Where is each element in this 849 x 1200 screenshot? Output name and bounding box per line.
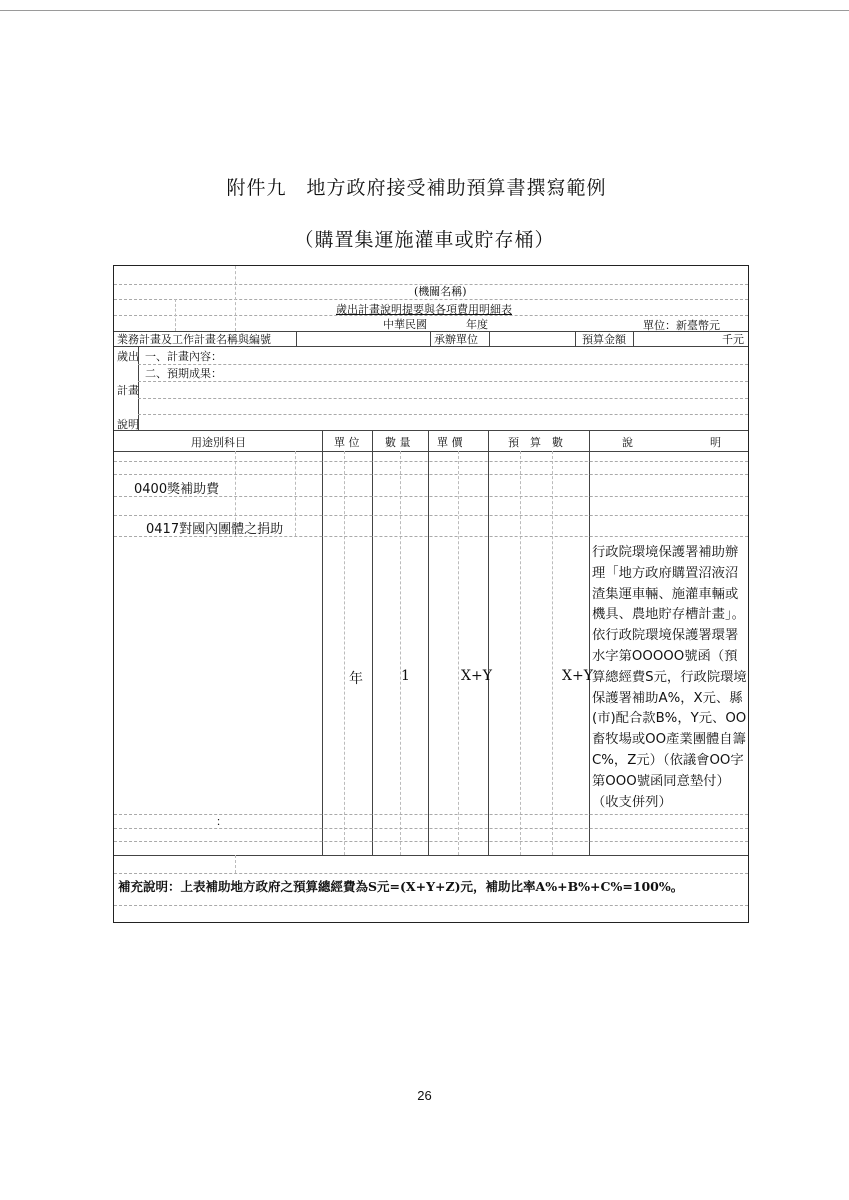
- header-unit: 單 位: [334, 436, 360, 449]
- row-unit-price: X+Y: [461, 668, 492, 684]
- header-desc-a: 說: [622, 436, 633, 449]
- subject-0400: 0400獎補助費: [134, 482, 220, 497]
- grid-line: [114, 515, 748, 516]
- grid-line: [520, 451, 521, 855]
- plan-content-label: 一、計畫內容：: [145, 350, 222, 363]
- page-subtitle: （購置集運施灌車或貯存桶）: [294, 229, 555, 251]
- roc-label: 中華民國: [383, 318, 427, 331]
- grid-line: [114, 299, 748, 300]
- header-quantity: 數 量: [385, 436, 411, 449]
- grid-line: [114, 905, 748, 906]
- grid-line: [372, 430, 373, 855]
- grid-line: [589, 430, 590, 855]
- grid-line: [175, 299, 176, 331]
- organizer-label: 承辦單位: [434, 333, 478, 346]
- budget-amount-label: 預算金額: [582, 333, 626, 346]
- plan-col-char: 說明: [117, 418, 139, 431]
- grid-line: [296, 331, 297, 346]
- row-description: 行政院環境保護署補助辦理「地方政府購置沼液沼渣集運車輛、施灌車輛或機具、農地貯存槽計畫」。依行政院環境保護署環署水字第OOOOO號函（預算總經費S元，行政院環境保護署補助A%，X元、縣(市)配合款B%，Y元、OO畜牧場或OO產業團體自籌C%，Z元）（依議會OO字第OOO號函同意墊付）（收支併列）: [592, 545, 747, 810]
- grid-line: [322, 430, 323, 855]
- grid-line: [575, 331, 576, 346]
- grid-line: [458, 451, 459, 855]
- grid-line: [114, 474, 748, 475]
- grid-line: [114, 461, 748, 462]
- grid-line: [114, 430, 748, 431]
- colon-mark: ：: [216, 815, 227, 828]
- grid-line: [235, 266, 236, 331]
- grid-line: [114, 814, 748, 815]
- plan-result-label: 二、預期成果：: [145, 367, 222, 380]
- thousand-unit: 千元: [722, 333, 744, 346]
- grid-line: [138, 414, 748, 415]
- grid-line: [138, 398, 748, 399]
- grid-line: [344, 451, 345, 855]
- grid-line: [114, 873, 748, 874]
- supplementary-note: 補充說明：上表補助地方政府之預算總經費為S元=(X+Y+Z)元，補助比率A%+B%+C%=100%。: [118, 879, 684, 894]
- currency-unit: 單位：新臺幣元: [643, 319, 720, 332]
- plan-name-label: 業務計畫及工作計畫名稱與編號: [117, 333, 271, 346]
- subject-0417: 0417對國內團體之捐助: [146, 522, 284, 537]
- plan-col-char: 計畫: [117, 384, 139, 397]
- grid-line: [428, 430, 429, 855]
- header-budget: 預 算 數: [508, 436, 563, 449]
- row-unit: 年: [349, 671, 363, 687]
- grid-line: [138, 381, 748, 382]
- plan-col-char: 歲出: [117, 350, 139, 363]
- row-budget: X+Y: [562, 668, 593, 684]
- header-subject: 用途別科目: [191, 436, 246, 449]
- grid-line: [114, 828, 748, 829]
- header-price: 單 價: [437, 436, 463, 449]
- grid-line: [552, 451, 553, 855]
- grid-line: [114, 451, 748, 452]
- scan-top-border: [0, 10, 849, 11]
- grid-line: [114, 346, 748, 347]
- grid-line: [489, 331, 490, 346]
- grid-line: [114, 284, 748, 285]
- agency-name: (機關名稱): [414, 285, 467, 298]
- grid-line: [430, 331, 431, 346]
- form-name: 歲出計畫說明提要與各項費用明細表: [336, 303, 512, 316]
- grid-line: [114, 841, 748, 842]
- page-number: 26: [417, 1088, 432, 1103]
- grid-line: [295, 451, 296, 536]
- grid-line: [488, 430, 489, 855]
- grid-line: [138, 364, 748, 365]
- header-desc-b: 明: [710, 436, 721, 449]
- grid-line: [114, 315, 748, 316]
- page-title: 附件九 地方政府接受補助預算書撰寫範例: [226, 177, 607, 199]
- grid-line: [235, 855, 236, 873]
- year-label: 年度: [466, 318, 488, 331]
- grid-line: [114, 855, 748, 856]
- grid-line: [114, 331, 748, 332]
- grid-line: [633, 331, 634, 346]
- grid-line: [400, 451, 401, 855]
- row-quantity: 1: [401, 668, 410, 684]
